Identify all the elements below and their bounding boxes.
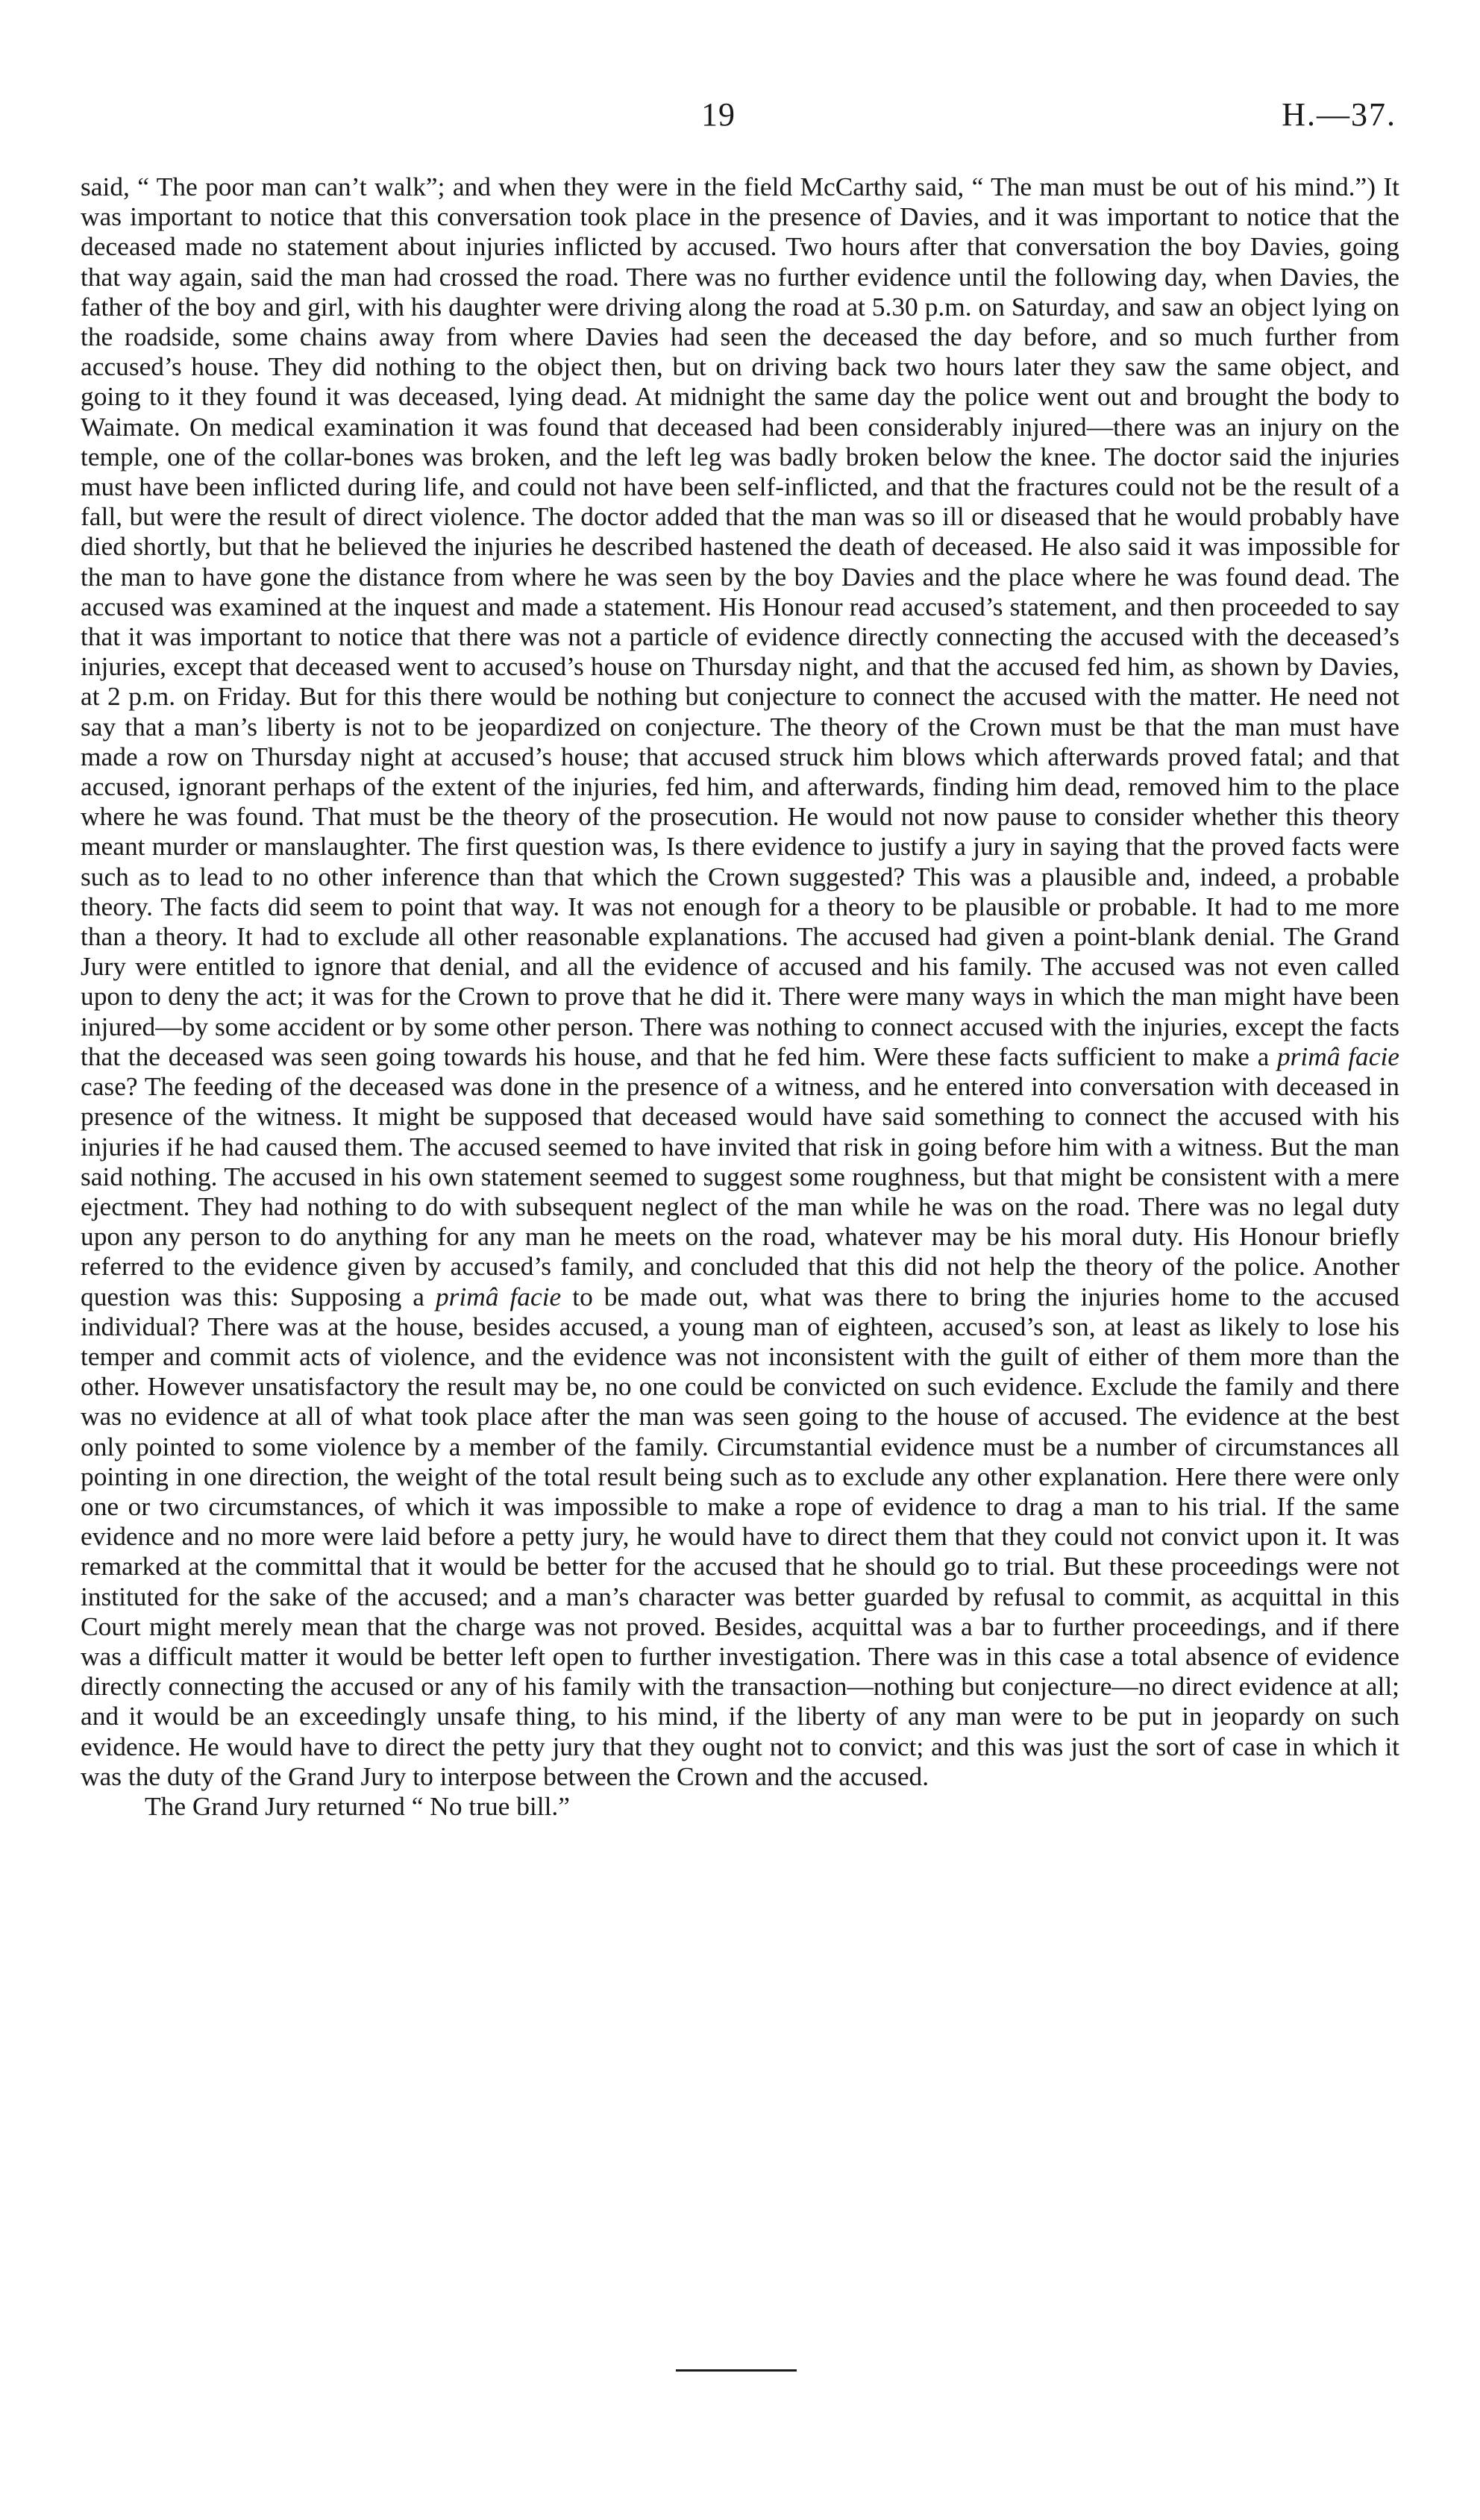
document-reference: H.—37. — [1282, 96, 1396, 133]
paragraph-verdict: The Grand Jury returned “ No true bill.” — [145, 1790, 570, 1821]
body-text — [81, 172, 1399, 1821]
paragraph-judgment — [81, 172, 1399, 1791]
latin-phrase: primâ facie — [1276, 1041, 1399, 1071]
text-run: case? The feeding of the deceased was done in the presence of a witness, and he entered into conversation with deceased in presence of the witness. It might be supposed that deceased would have said something to connect the accused with his injuries if he had caused them. The accused seemed to have invited that risk in going before him with a witness. But the man said nothing. The accused in his own statement seemed to suggest some roughness, but that might be consistent with a mere ejectment. They had nothing to do with subsequent neglect of the man while he was on the road. There was no legal duty upon any person to do anything for any man he meets on the road, whatever may be his moral duty. His Honour briefly referred to the evidence given by accused’s family, and concluded that this did not help the theory of the police. Another question was this: Supposing a — [81, 1071, 1399, 1311]
page-number: 19 — [701, 96, 736, 133]
text-run: to be made out, what was there to bring the injuries home to the accused individual? There was at the house, besides accused, a young man of eighteen, accused’s son, at least as likely to lose his temper and commit acts of violence, and the evidence was not inconsistent with the guilt of either of them more than the other. However unsatisfactory the result may be, no one could be convicted on such evidence. Exclude the family and there was no evidence at all of what took place after the man was seen going to the house of accused. The evidence at the best only pointed to some violence by a member of the family. Circumstantial evidence must be a number of circumstances all pointing in one direction, the weight of the total result being such as to exclude any other explanation. Here there were only one or two circumstances, of which it was impossible to make a rope of evidence to drag a man to his trial. If the same evidence and no more were laid before a petty jury, he would have to direct them that they could not convict upon it. It was remarked at the committal that it would be better for the accused that he should go to trial. But these proceedings were not instituted for the sake of the accused; and a man’s character was better guarded by refusal to commit, as acquittal in this Court might merely mean that the charge was not proved. Besides, acquittal was a bar to further proceedings, and if there was a difficult matter it would be better left open to further investigation. There was in this case a total absence of evidence directly connecting the accused or any of his family with the transaction—nothing but conjecture—no direct evidence at all; and it would be an exceedingly unsafe thing, to his mind, if the liberty of any man were to be put in jeopardy on such evidence. He would have to direct the petty jury that they ought not to convict; and this was just the sort of case in which it was the duty of the Grand Jury to interpose between the Crown and the accused. — [81, 1281, 1400, 1791]
latin-phrase: primâ facie — [435, 1281, 562, 1311]
text-run: said, “ The poor man can’t walk”; and when they were in the field McCarthy said, “ The man must be out of his mind.”) It was important to notice that this conversation took place in the presence of Davies, and it was important to notice that the deceased made no statement about injuries inflicted by accused. Two hours after that conversation the boy Davies, going that way again, said the man had crossed the road. There was no further evidence until the following day, when Davies, the father of the boy and girl, with his daughter were driving along the road at 5.30 p.m. on Saturday, and saw an object lying on the roadside, some chains away from where Davies had seen the deceased the day before, and so much further from accused’s house. They did nothing to the object then, but on driving back two hours later they saw the same object, and going to it they found it was deceased, lying dead. At midnight the same day the police went out and brought the body to Waimate. On medical examination it was found that deceased had been considerably injured—there was an injury on the temple, one of the collar-bones was broken, and the left leg was badly broken below the knee. The doctor said the injuries must have been inflicted during life, and could not have been self-inflicted, and that the fractures could not be the result of a fall, but were the result of direct violence. The doctor added that the man was so ill or diseased that he would probably have died shortly, but that he believed the injuries he described hastened the death of deceased. He also said it was impossible for the man to have gone the distance from where he was seen by the boy Davies and the place where he was found dead. The accused was examined at the inquest and made a statement. His Honour read accused’s statement, and then proceeded to say that it was important to notice that there was not a particle of evidence directly connecting the accused with the deceased’s injuries, except that deceased went to accused’s house on Thursday night, and that the accused fed him, as shown by Davies, at 2 p.m. on Friday. But for this there would be nothing but conjecture to connect the accused with the matter. He need not say that a man’s liberty is not to be jeopardized on conjecture. The theory of the Crown must be that the man must have made a row on Thursday night at accused’s house; that accused struck him blows which afterwards proved fatal; and that accused, ignorant perhaps of the extent of the injuries, fed him, and afterwards, finding him dead, removed him to the place where he was found. That must be the theory of the prosecution. He would not now pause to consider whether this theory meant murder or manslaughter. The first question was, Is there evidence to justify a jury in saying that the proved facts were such as to lead to no other inference than that which the Crown suggested? This was a plausible and, indeed, a probable theory. The facts did seem to point that way. It was not enough for a theory to be plausible or probable. It had to me more than a theory. It had to exclude all other reasonable explanations. The accused had given a point-blank denial. The Grand Jury were entitled to ignore that denial, and all the evidence of accused and his family. The accused was not even called upon to deny the act; it was for the Crown to prove that he did it. There were many ways in which the man might have been injured—by some accident or by some other person. There was nothing to connect accused with the injuries, except the facts that the deceased was seen going towards his house, and that he fed him. Were these facts sufficient to make a — [81, 172, 1399, 1071]
section-divider — [676, 2369, 797, 2372]
